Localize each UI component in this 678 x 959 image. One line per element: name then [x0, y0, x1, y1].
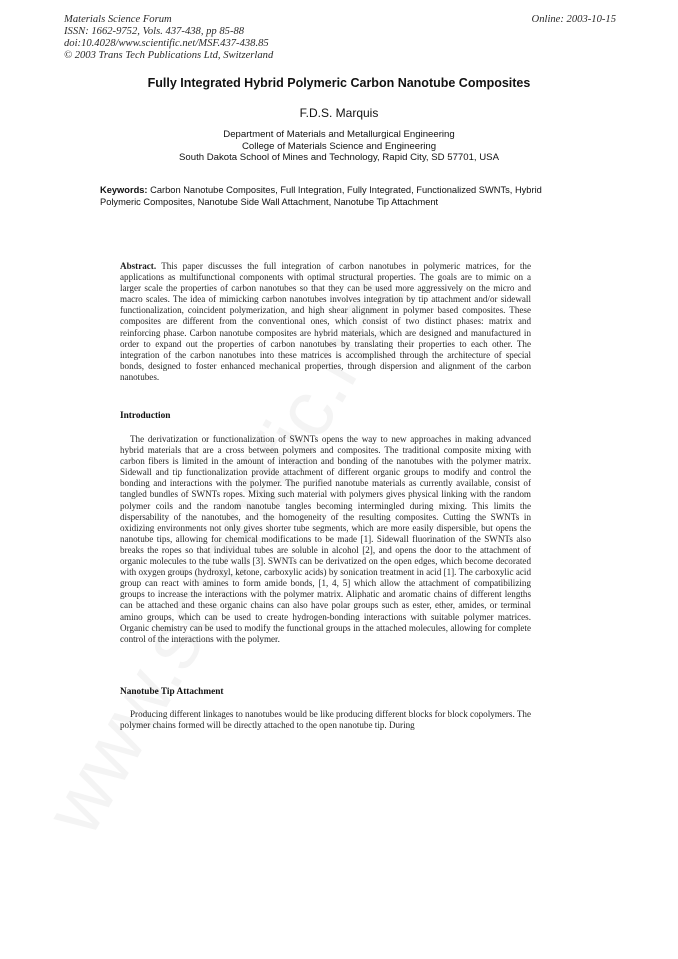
affiliation-line-1: Department of Materials and Metallurgical Engineering [223, 129, 455, 140]
keywords-text: Carbon Nanotube Composites, Full Integration, Fully Integrated, Functionalized SWNTs, Hybrid Polymeric Composites, Nanotube Side Wall Attachment, Nanotube Tip Attachment [100, 185, 542, 207]
abstract-text: This paper discusses the full integration of carbon nanotubes in polymeric matrices, for the applications as multifunctional components with optimal structural properties. The goals are to mimic on a larger scale the properties of carbon nanotubes so that they can be used more aggressively on the micro and macro scales. The idea of mimicking carbon nanotubes involves integration by tip attachment and/or sidewall functionalization, coincident polymerization, and high shear alignment in polymer based composites. These composites are different from the conventional ones, which consist of two distinct phases: matrix and reinforcing phase. Carbon nanotube composites are hybrid materials, which are designed and manufactured in order to expand out the properties of carbon nanotubes by translating their properties to each other. The integration of the carbon nanotubes into these matrices is accomplished through the architecture of special bonds, designed to foster enhanced mechanical properties, through dispersion and alignment of the carbon nanotubes. [120, 261, 531, 382]
tip-attachment-heading: Nanotube Tip Attachment [120, 687, 224, 697]
author-name: F.D.S. Marquis [299, 106, 379, 120]
paper-title: Fully Integrated Hybrid Polymeric Carbon Nanotube Composites [147, 76, 531, 90]
affiliation-line-2: College of Materials Science and Engineering [241, 140, 437, 152]
introduction-paragraph: The derivatization or functionalization of SWNTs opens the way to new approaches in making advanced hybrid materials that are a cross between polymers and composites. The traditional composite mixing with carbon fibers is limited in the amount of interaction and bonding of the nanotubes with the polymer matrix. Sidewall and tip functionalization provide attachment of different organic groups to modify and control the bonding and interactions with the polymer. The purified nanotube materials as currently available, consist of tangled bundles of SWNTs ropes. Mixing such material with polymers gives physical linking with the random polymer coils and the random nanotube tangles becoming intermingled during mixing. This limits the dispersability of the nanotubes, and the homogeneity of the resulting composites. Cutting the SWNTs in oxidizing environments not only gives shorter tube segments, which are more easily dispersible, but opens the nanotube tips, allowing for chemical modifications to be made [1]. Sidewall fluorination of the SWNTs also breaks the ropes so that individual tubes are soluble in alcohol [2], and opens the door to the attachment of organic molecules to the tube walls [3]. SWNTs can be derivatized on the open edges, which become decorated with oxygen groups (hydroxyl, ketone, carboxylic acids) by sonication treatment in acid [1]. The carboxylic acid group can react with amines to form amide bonds, [1, 4, 5] which allow the attachment of compatibilizing groups to increase the interactions with the polymer matrix. Aliphatic and aromatic chains of different lengths can be attached and these organic chains can also have polar groups such as ester, ether, amides, or terminal amino groups, which can be used to create hydrogen-bonding interactions with suitable polymer matrices. Organic chemistry can be used to modify the functional groups in the attached molecules, allowing for complete control of the interactions with the polymer. [120, 434, 531, 644]
keywords-block [100, 185, 570, 208]
abstract-label: Abstract. [120, 261, 157, 271]
doi-line: doi:10.4028/www.scientific.net/MSF.437-438.85 [64, 38, 269, 49]
journal-header [64, 14, 273, 62]
issn-line: ISSN: 1662-9752, Vols. 437-438, pp 85-88 [64, 26, 245, 37]
tip-attachment-paragraph: Producing different linkages to nanotubes would be like producing different blocks for block copolymers. The polymer chains formed will be directly attached to the open nanotube tip. During [120, 709, 531, 731]
online-date: Online: 2003-10-15 [531, 14, 616, 25]
affiliation-line-3: South Dakota School of Mines and Technology, Rapid City, SD 57701, USA [179, 152, 499, 163]
journal-name: Materials Science Forum [64, 14, 172, 25]
affiliation [0, 129, 678, 164]
introduction-heading: Introduction [120, 411, 171, 421]
keywords-label: Keywords: [100, 185, 148, 195]
copyright-line: © 2003 Trans Tech Publications Ltd, Switzerland [64, 50, 274, 61]
abstract [120, 261, 531, 383]
